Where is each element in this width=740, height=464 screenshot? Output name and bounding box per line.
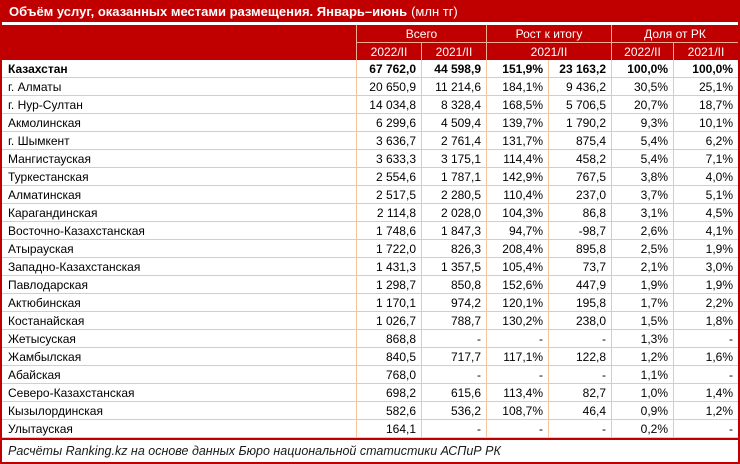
value-cell: 14 034,8 [356,96,421,113]
region-name: Актюбинская [8,295,81,310]
value-cell: 46,4 [548,402,611,419]
region-name: Алматинская [8,187,82,202]
table-row [2,132,738,150]
value-cell: - [548,366,611,383]
table-title-unit: (млн тг) [411,3,458,19]
table-row [2,258,738,276]
value-cell: 9,3% [611,114,673,131]
value-cell: 23 163,2 [548,60,611,77]
value-cell: - [673,330,738,347]
value-cell: 2,1% [611,258,673,275]
table-body [2,60,738,438]
value-cell: 826,3 [421,240,486,257]
value-cell: - [421,330,486,347]
value-cell: 105,4% [486,258,548,275]
value-cell: 1 790,2 [548,114,611,131]
header-sub-total-2022: 2022/II [356,42,421,60]
region-name: Абайская [8,367,61,382]
value-cell: 5,4% [611,150,673,167]
value-cell: 25,1% [673,78,738,95]
table-row [2,240,738,258]
value-cell: 120,1% [486,294,548,311]
value-cell: - [548,420,611,437]
table-row [2,276,738,294]
value-cell: 1,2% [611,348,673,365]
value-cell: 104,3% [486,204,548,221]
table-row [2,204,738,222]
table-row [2,78,738,96]
value-cell: 615,6 [421,384,486,401]
value-cell: 94,7% [486,222,548,239]
value-cell: 4 509,4 [421,114,486,131]
value-cell: 30,5% [611,78,673,95]
value-cell: 164,1 [356,420,421,437]
value-cell: 768,0 [356,366,421,383]
value-cell: 114,4% [486,150,548,167]
table-row [2,312,738,330]
value-cell: 86,8 [548,204,611,221]
source-note: Расчёты Ranking.kz на основе данных Бюро национальной статистики АСПиР РК [8,443,501,458]
header-group-total: Всего [356,25,486,42]
value-cell: - [421,366,486,383]
region-name: г. Алматы [8,79,62,94]
value-cell: 9 436,2 [548,78,611,95]
header-group-share: Доля от РК [611,25,738,42]
table-title [2,0,738,22]
value-cell: 237,0 [548,186,611,203]
value-cell: - [486,366,548,383]
value-cell: 2 761,4 [421,132,486,149]
value-cell: 582,6 [356,402,421,419]
value-cell: 1,7% [611,294,673,311]
value-cell: 130,2% [486,312,548,329]
header-sub-share-2022: 2022/II [611,42,673,60]
value-cell: 44 598,9 [421,60,486,77]
value-cell: 447,9 [548,276,611,293]
value-cell: 1,0% [611,384,673,401]
region-name: г. Нур-Султан [8,97,83,112]
value-cell: 8 328,4 [421,96,486,113]
region-name: Восточно-Казахстанская [8,223,145,238]
value-cell: 10,1% [673,114,738,131]
value-cell: 1 722,0 [356,240,421,257]
value-cell: 2 114,8 [356,204,421,221]
value-cell: 767,5 [548,168,611,185]
value-cell: 5,4% [611,132,673,149]
region-name: Кызылординская [8,403,103,418]
value-cell: 1,9% [673,240,738,257]
value-cell: - [421,420,486,437]
value-cell: 113,4% [486,384,548,401]
region-name: Жамбылская [8,349,82,364]
value-cell: 139,7% [486,114,548,131]
table-row [2,420,738,438]
value-cell: 5,1% [673,186,738,203]
value-cell: 238,0 [548,312,611,329]
value-cell: - [673,420,738,437]
table-row [2,330,738,348]
value-cell: 875,4 [548,132,611,149]
value-cell: 20 650,9 [356,78,421,95]
value-cell: 7,1% [673,150,738,167]
value-cell: 2,6% [611,222,673,239]
table-row [2,168,738,186]
value-cell: 2 280,5 [421,186,486,203]
value-cell: 788,7 [421,312,486,329]
region-name: Западно-Казахстанская [8,259,141,274]
table-row [2,150,738,168]
value-cell: 195,8 [548,294,611,311]
region-name: Улытауская [8,421,73,436]
header-sub-growth-2021: 2021/II [486,42,611,60]
value-cell: 3,7% [611,186,673,203]
table-row [2,402,738,420]
value-cell: 11 214,6 [421,78,486,95]
value-cell: 4,5% [673,204,738,221]
value-cell: 3 633,3 [356,150,421,167]
value-cell: 100,0% [611,60,673,77]
value-cell: 0,9% [611,402,673,419]
table-row [2,366,738,384]
region-name: Жетысуская [8,331,76,346]
value-cell: 1 787,1 [421,168,486,185]
region-name: Мангистауская [8,151,91,166]
value-cell: 3,8% [611,168,673,185]
value-cell: 208,4% [486,240,548,257]
value-cell: 184,1% [486,78,548,95]
region-name: Костанайская [8,313,85,328]
region-name: Северо-Казахстанская [8,385,135,400]
value-cell: 1,6% [673,348,738,365]
region-name: Карагандинская [8,205,98,220]
value-cell: 1,8% [673,312,738,329]
value-cell: 108,7% [486,402,548,419]
table-row [2,384,738,402]
value-cell: 1 357,5 [421,258,486,275]
value-cell: 2,5% [611,240,673,257]
value-cell: 152,6% [486,276,548,293]
region-name: г. Шымкент [8,133,70,148]
table-row [2,222,738,240]
value-cell: 168,5% [486,96,548,113]
table-header [2,25,738,60]
table-row [2,60,738,78]
value-cell: 131,7% [486,132,548,149]
value-cell: 151,9% [486,60,548,77]
region-name: Акмолинская [8,115,81,130]
table-row [2,348,738,366]
value-cell: 1 026,7 [356,312,421,329]
value-cell: 20,7% [611,96,673,113]
value-cell: 1 748,6 [356,222,421,239]
value-cell: 3 175,1 [421,150,486,167]
value-cell: 1,1% [611,366,673,383]
value-cell: - [486,330,548,347]
value-cell: 18,7% [673,96,738,113]
header-sub-total-2021: 2021/II [421,42,486,60]
value-cell: 1,3% [611,330,673,347]
value-cell: 1,4% [673,384,738,401]
value-cell: 536,2 [421,402,486,419]
value-cell: 6 299,6 [356,114,421,131]
value-cell: - [548,330,611,347]
value-cell: - [673,366,738,383]
value-cell: 5 706,5 [548,96,611,113]
value-cell: 117,1% [486,348,548,365]
value-cell: 82,7 [548,384,611,401]
value-cell: 2,2% [673,294,738,311]
value-cell: - [486,420,548,437]
value-cell: 1 847,3 [421,222,486,239]
value-cell: 6,2% [673,132,738,149]
table-row [2,96,738,114]
value-cell: 1 431,3 [356,258,421,275]
value-cell: 2 554,6 [356,168,421,185]
region-name: Атырауская [8,241,74,256]
header-region-cell [2,25,356,60]
value-cell: 840,5 [356,348,421,365]
header-sub-share-2021: 2021/II [673,42,738,60]
value-cell: 4,1% [673,222,738,239]
value-cell: 458,2 [548,150,611,167]
value-cell: 974,2 [421,294,486,311]
value-cell: 122,8 [548,348,611,365]
value-cell: 1 298,7 [356,276,421,293]
value-cell: 0,2% [611,420,673,437]
table-row [2,186,738,204]
value-cell: 3,1% [611,204,673,221]
value-cell: 110,4% [486,186,548,203]
value-cell: 850,8 [421,276,486,293]
value-cell: 1,9% [673,276,738,293]
value-cell: 3,0% [673,258,738,275]
table-footer [2,438,738,461]
table-title-text: Объём услуг, оказанных местами размещения. Январь–июнь [9,3,408,19]
region-name: Павлодарская [8,277,88,292]
value-cell: 142,9% [486,168,548,185]
region-name: Туркестанская [8,169,89,184]
value-cell: 1,2% [673,402,738,419]
value-cell: 100,0% [673,60,738,77]
value-cell: 895,8 [548,240,611,257]
value-cell: 717,7 [421,348,486,365]
value-cell: 4,0% [673,168,738,185]
header-group-growth: Рост к итогу [486,25,611,42]
value-cell: 1,9% [611,276,673,293]
value-cell: 2 517,5 [356,186,421,203]
value-cell: 2 028,0 [421,204,486,221]
value-cell: 1 170,1 [356,294,421,311]
value-cell: 868,8 [356,330,421,347]
value-cell: 67 762,0 [356,60,421,77]
value-cell: -98,7 [548,222,611,239]
table-row [2,294,738,312]
region-name: Казахстан [8,61,68,76]
value-cell: 73,7 [548,258,611,275]
value-cell: 698,2 [356,384,421,401]
value-cell: 3 636,7 [356,132,421,149]
value-cell: 1,5% [611,312,673,329]
table-row [2,114,738,132]
